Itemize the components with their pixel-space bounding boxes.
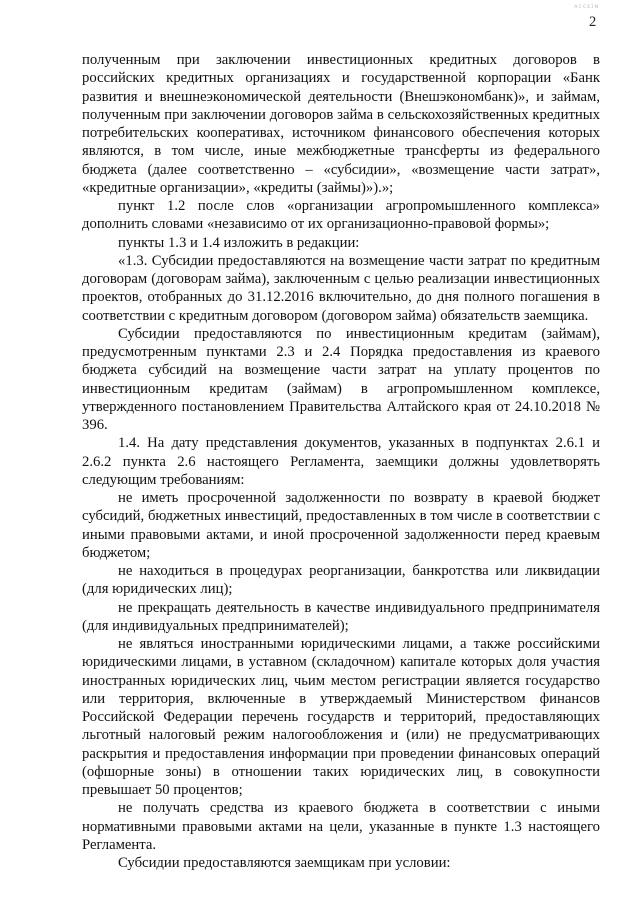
paragraph: не прекращать деятельность в качестве индивидуального предпринимателя (для индивидуальных предпринимателей); bbox=[82, 599, 600, 634]
paragraph: Субсидии предоставляются заемщикам при условии: bbox=[118, 855, 451, 871]
paragraph: полученным при заключении инвестиционных кредитных договоров в российских кредитных организациях и государственной корпорации «Банк развития и внешнеэкономической деятельности (Внешэкономбанк)», и займам, полученным при заключении договоров займа в сельскохозяйственных кредитных потребительских кооперативах, источником финансового обеспечения которых являются, в том числе, иные межбюджетные трансферты из федерального бюджета (далее соответственно – «субсидии», «возмещение части затрат», «кредитные организации», «кредиты (займы)»).»; bbox=[82, 52, 600, 196]
page-number: 2 bbox=[589, 14, 597, 30]
paragraph: пункт 1.2 после слов «организации агропромышленного комплекса» дополнить словами «независимо от их организационно-правовой формы»; bbox=[82, 198, 600, 233]
paragraph: не получать средства из краевого бюджета в соответствии с иными нормативными правовыми актами на цели, указанные в пункте 1.3 настоящего Регламента. bbox=[82, 800, 600, 853]
paragraph: не являться иностранными юридическими лицами, а также российскими юридическими лицами, в уставном (складочном) капитале которых доля участия иностранных юридических лиц, чьим местом регистрации является государство или территория, включенные в утверждаемый Министерством финансов Российской Федерации перечень государств и территорий, предоставляющих льготный налоговый режим налогообложения и (или) не предусматривающих раскрытия и предоставления информации при проведении финансовых операций (офшорные зоны) в отношении таких юридических лиц, в совокупности превышает 50 процентов; bbox=[82, 636, 600, 798]
paragraph: пункты 1.3 и 1.4 изложить в редакции: bbox=[118, 234, 360, 251]
paragraph: не находиться в процедурах реорганизации, банкротства или ликвидации (для юридических лиц); bbox=[82, 563, 600, 598]
paragraph: 1.4. На дату представления документов, указанных в подпунктах 2.6.1 и 2.6.2 пункта 2.6 настоящего Регламента, заемщики должны удовлетворять следующим требованиям: bbox=[82, 435, 600, 488]
corner-watermark: ᴀᴄᴄᴇɪɴ bbox=[574, 3, 600, 10]
paragraph: Субсидии предоставляются по инвестиционным кредитам (займам), предусмотренным пунктами 2.3 и 2.4 Порядка предоставления из краевого бюджета субсидий на возмещение части затрат на уплату процентов по инвестиционным кредитам (займам) в агропромышленном комплексе, утвержденного постановлением Правительства Алтайского края от 24.10.2018 № 396. bbox=[82, 325, 600, 433]
paragraph: не иметь просроченной задолженности по возврату в краевой бюджет субсидий, бюджетных инвестиций, предоставленных в том числе в соответствии с иными правовыми актами, и иной просроченной задолженности перед краевым бюджетом; bbox=[82, 490, 600, 561]
paragraph: «1.3. Субсидии предоставляются на возмещение части затрат по кредитным договорам (договорам займа), заключенным с целью реализации инвестиционных проектов, отобранных до 31.12.2016 включительно, до дня полного погашения в соответствии с кредитным договором (договором займа) обязательств заемщика. bbox=[82, 252, 600, 324]
document-body bbox=[82, 51, 600, 872]
